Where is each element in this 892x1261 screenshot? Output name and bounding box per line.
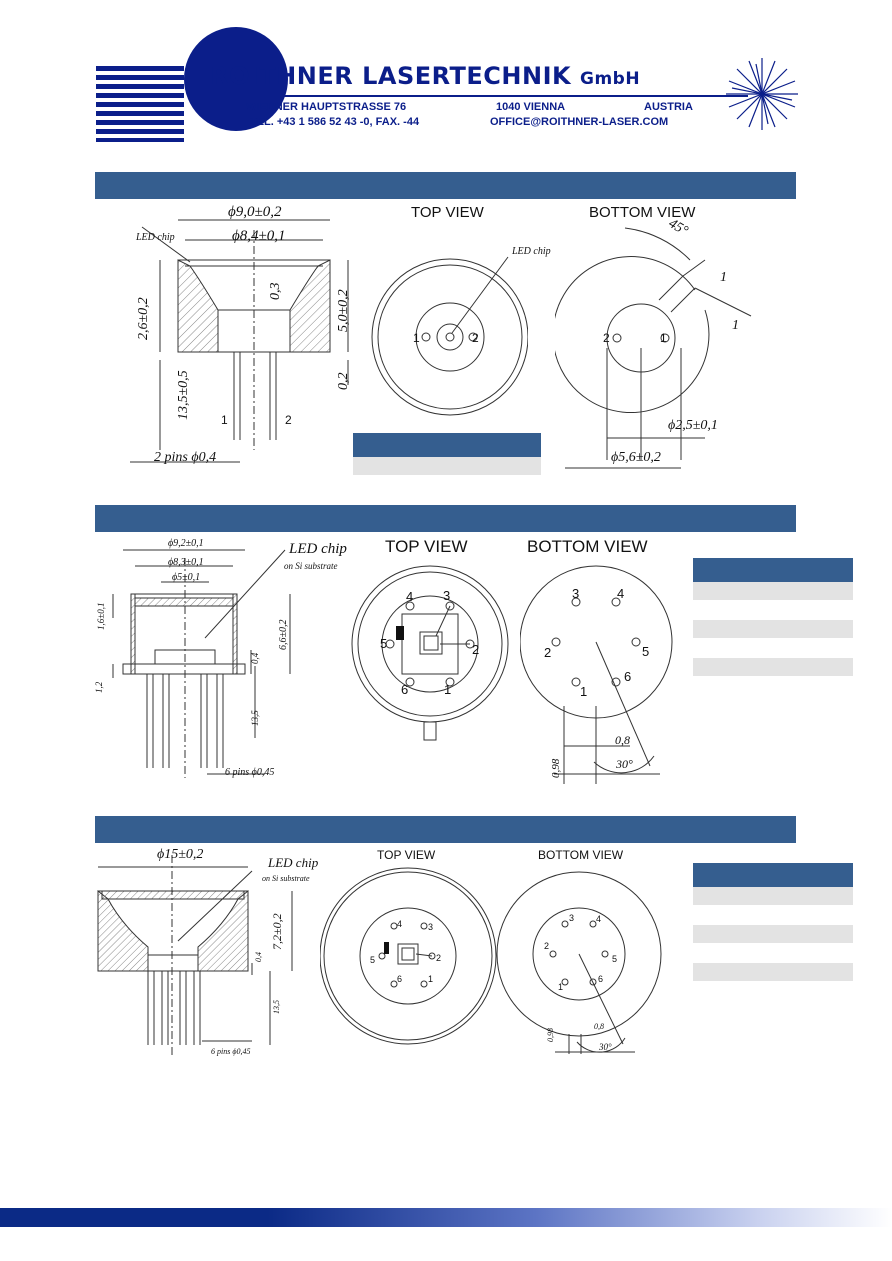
- s3-top-pin6: 6: [397, 974, 403, 984]
- s3-bottom-view-label: BOTTOM VIEW: [538, 848, 624, 862]
- s3-top-pin3: 3: [428, 922, 434, 932]
- address-line: WIEDNER HAUPTSTRASSE 76 1040 VIENNA AUSTRIA: [246, 101, 693, 113]
- s1-pins-note: 2 pins ϕ0,4: [154, 450, 217, 465]
- s3-substrate-label: on Si substrate: [262, 874, 310, 883]
- s3-top-pin5: 5: [370, 955, 376, 965]
- s1-bottom-dim-1a: 1: [720, 270, 727, 285]
- s3-pins-note: 6 pins ϕ0,45: [211, 1047, 251, 1056]
- s1-pin-table: [353, 433, 541, 495]
- s3-bottom-pin5: 5: [612, 954, 618, 964]
- s1-bottom-dim-56: ϕ5,6±0,2: [611, 450, 661, 465]
- s1-dim-h-left: 2,6±0,2: [136, 297, 151, 340]
- s2-dim-135: 13,5: [250, 710, 260, 726]
- s2-top-pin2: 2: [472, 642, 480, 657]
- company-name: ROITHNER LASERTECHNIK GmbH: [210, 62, 641, 90]
- s3-dim-15: ϕ15±0,2: [157, 847, 204, 862]
- s2-top-pin6: 6: [401, 682, 409, 697]
- s1-dim-pin-len: 13,5±0,5: [176, 370, 191, 420]
- section3-title-bar: [95, 816, 796, 843]
- s1-top-view-drawing: [368, 225, 528, 455]
- s3-bottom-angle: 30°: [599, 1042, 612, 1052]
- s2-dim-66: 6,6±0,2: [278, 619, 289, 650]
- s1-bottom-view-drawing: [555, 220, 765, 480]
- s1-bottom-pin2: 2: [603, 331, 610, 345]
- section2-side-drawing: [95, 538, 355, 788]
- s1-bottom-dim-25: ϕ2,5±0,1: [668, 418, 718, 433]
- s2-bottom-pin2: 2: [544, 645, 552, 660]
- s3-top-view-drawing: [320, 860, 500, 1050]
- s2-bottom-angle: 30°: [616, 757, 633, 771]
- s3-bottom-pin3: 3: [569, 913, 575, 923]
- s2-bottom-dim-098: 0,98: [550, 758, 562, 778]
- s3-dim-135: 13,5: [272, 1000, 281, 1014]
- s3-bottom-pin2: 2: [544, 941, 550, 951]
- s3-bottom-view-drawing: [495, 858, 670, 1058]
- s1-dim-inner: ϕ8,4±0,1: [232, 228, 286, 244]
- s1-bottom-view-label: BOTTOM VIEW: [589, 204, 696, 221]
- s2-bottom-view-drawing: [520, 556, 680, 796]
- s3-dim-72: 7,2±0,2: [270, 913, 284, 950]
- s3-bottom-pin1: 1: [558, 982, 564, 992]
- s1-pin1-label: 1: [221, 413, 228, 427]
- s3-top-view-label: TOP VIEW: [377, 848, 436, 862]
- company-header: [88, 24, 808, 144]
- s2-pin-table: [693, 558, 853, 696]
- s3-bottom-dim-098: 0,98: [546, 1028, 555, 1042]
- s1-pin2-label: 2: [285, 413, 292, 427]
- footer-gradient-bar: [0, 1208, 892, 1227]
- s2-bottom-pin3: 3: [572, 586, 580, 601]
- s2-top-pin1: 1: [444, 682, 452, 697]
- email-link[interactable]: OFFICE@ROITHNER-LASER.COM: [490, 116, 669, 128]
- s1-bottom-dim-1b: 1: [732, 318, 739, 333]
- s2-top-view-label: TOP VIEW: [385, 537, 468, 556]
- s3-top-pin1: 1: [428, 974, 434, 984]
- s2-top-pin4: 4: [406, 589, 414, 604]
- s1-led-chip-label: LED chip: [136, 232, 175, 243]
- s1-bottom-angle: 45°: [665, 216, 691, 239]
- s3-led-chip-label: LED chip: [268, 855, 319, 870]
- s3-top-pin2: 2: [436, 953, 442, 963]
- s1-dim-outer: ϕ9,0±0,2: [228, 204, 282, 220]
- s2-bottom-view-label: BOTTOM VIEW: [527, 537, 648, 556]
- s1-dim-02: 0,2: [336, 372, 351, 390]
- s2-top-view-drawing: [350, 560, 510, 750]
- s2-dim-12: 1,2: [94, 681, 104, 693]
- s3-bottom-dim-08: 0,8: [594, 1022, 604, 1031]
- section1-title-bar: [95, 172, 796, 199]
- s1-dim-03: 0,3: [268, 282, 283, 300]
- s1-top-view-label: TOP VIEW: [411, 204, 484, 221]
- s1-top-led-chip: LED chip: [512, 246, 551, 257]
- s2-dim-5: ϕ5±0,1: [172, 572, 201, 583]
- s3-bottom-pin6: 6: [598, 974, 604, 984]
- s3-top-pin4: 4: [397, 919, 403, 929]
- s1-dim-h-right: 5,0±0,2: [336, 289, 351, 332]
- s2-bottom-pin6: 6: [624, 669, 632, 684]
- s2-dim-04: 0,4: [250, 652, 260, 664]
- s1-top-pin1: 1: [413, 331, 420, 345]
- s2-bottom-pin4: 4: [617, 586, 625, 601]
- s2-led-chip-label: LED chip: [289, 541, 347, 557]
- s2-bottom-dim-08: 0,8: [615, 733, 630, 747]
- s2-dim-83: ϕ8,3±0,1: [168, 557, 204, 568]
- section2-title-bar: [95, 505, 796, 532]
- s2-dim-92: ϕ9,2±0,1: [168, 538, 204, 549]
- s2-top-pin3: 3: [443, 588, 451, 603]
- s2-substrate-label: on Si substrate: [284, 561, 338, 571]
- s3-dim-04: 0,4: [254, 952, 263, 962]
- s2-bottom-pin5: 5: [642, 644, 650, 659]
- s2-pins-note: 6 pins ϕ0,45: [225, 767, 275, 778]
- s2-bottom-pin1: 1: [580, 684, 588, 699]
- s3-pin-table: [693, 863, 853, 1001]
- s2-dim-16: 1,6±0,1: [96, 602, 106, 630]
- s2-top-pin5: 5: [380, 636, 388, 651]
- contact-line: TEL. +43 1 586 52 43 -0, FAX. -44 OFFICE@ROITHNER-LASER.COM: [250, 116, 669, 128]
- s1-bottom-pin1: 1: [660, 331, 667, 345]
- s3-bottom-pin4: 4: [596, 914, 602, 924]
- s1-top-pin2: 2: [472, 331, 479, 345]
